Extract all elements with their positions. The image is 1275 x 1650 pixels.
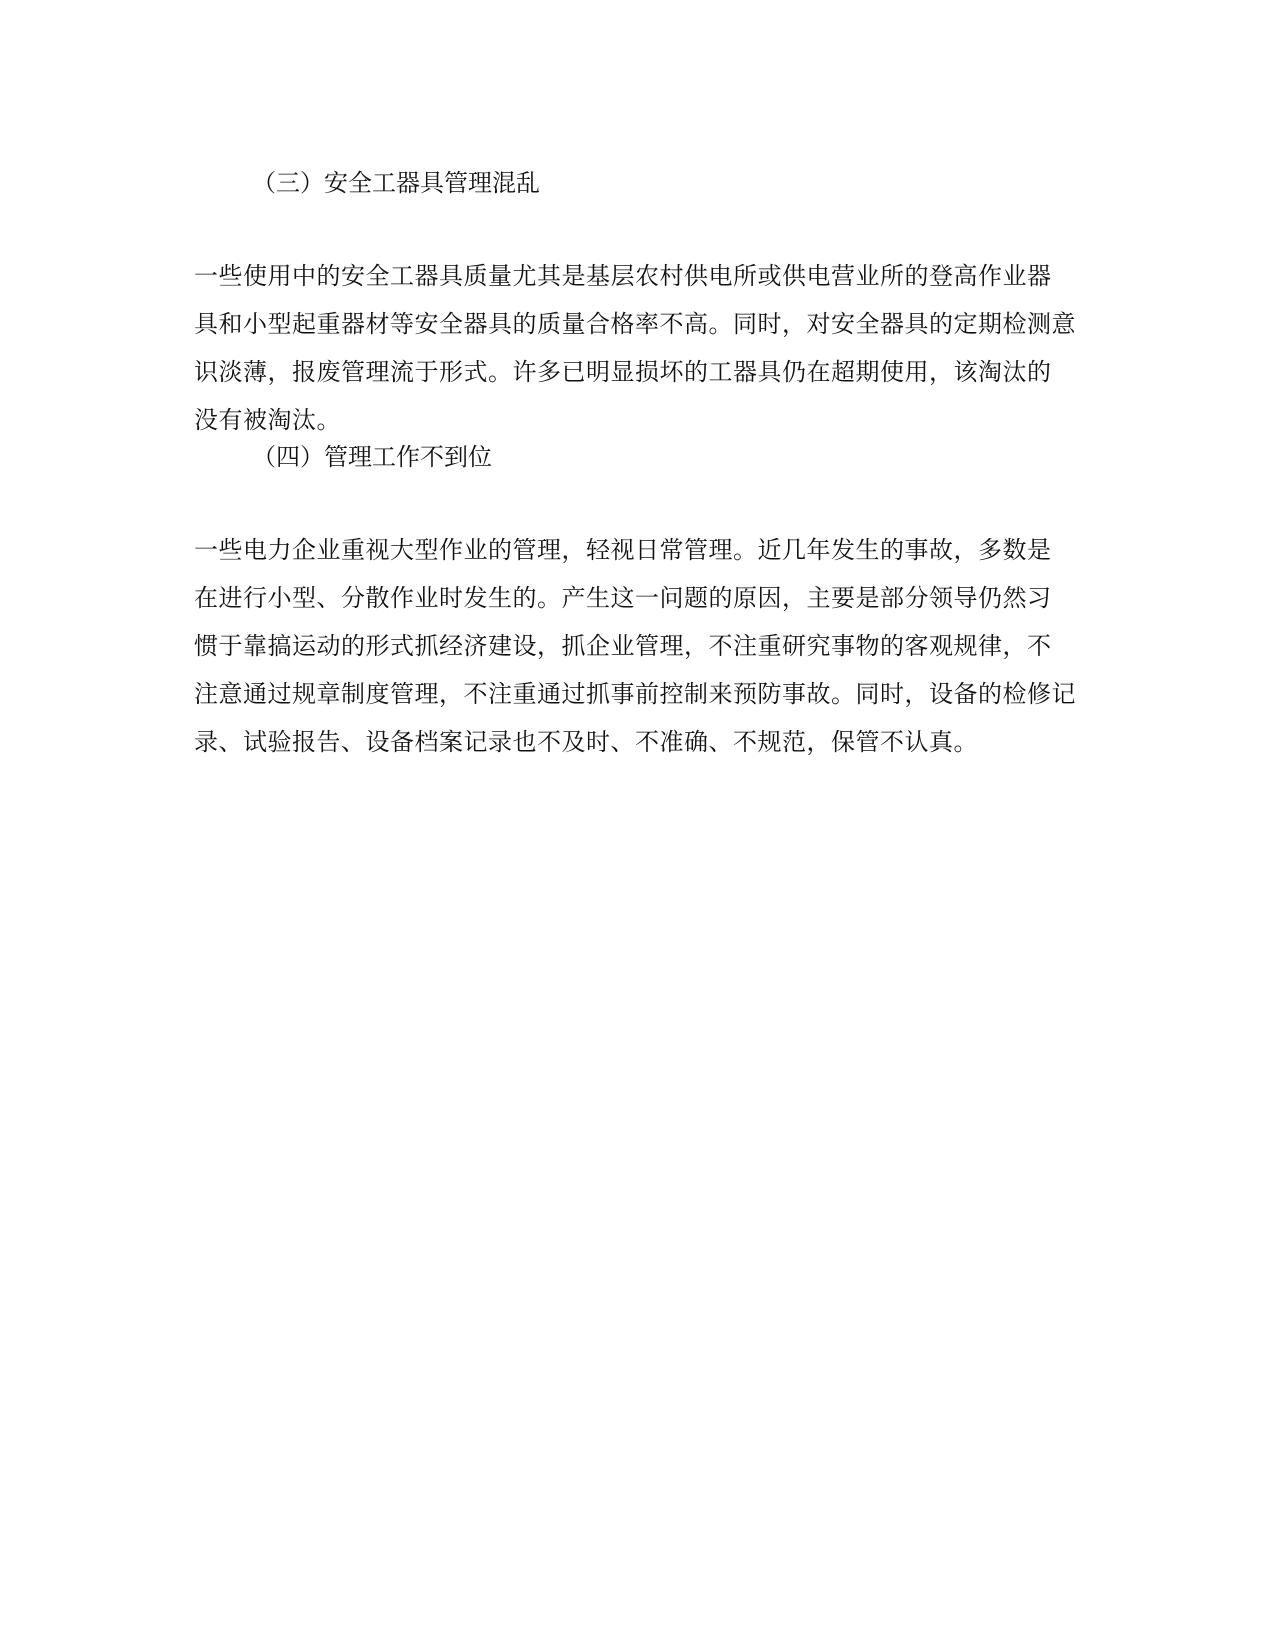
paragraph-line: 识淡薄，报废管理流于形式。许多已明显损坏的工器具仍在超期使用，该淘汰的: [194, 358, 1052, 386]
section-3-paragraph: [194, 252, 1084, 444]
paragraph-line: 没有被淘汰。: [194, 406, 341, 434]
paragraph-line: 具和小型起重器材等安全器具的质量合格率不高。同时，对安全器具的定期检测意: [194, 310, 1076, 338]
paragraph-line: 一些使用中的安全工器具质量尤其是基层农村供电所或供电营业所的登高作业器: [194, 262, 1052, 290]
section-3-heading: （三）安全工器具管理混乱: [252, 169, 540, 197]
paragraph-line: 录、试验报告、设备档案记录也不及时、不准确、不规范，保管不认真。: [194, 728, 978, 756]
section-4-paragraph: [194, 526, 1084, 766]
paragraph-line: 注意通过规章制度管理，不注重通过抓事前控制来预防事故。同时，设备的检修记: [194, 680, 1076, 708]
section-4-heading: （四）管理工作不到位: [252, 443, 492, 471]
paragraph-line: 惯于靠搞运动的形式抓经济建设，抓企业管理，不注重研究事物的客观规律，不: [194, 632, 1052, 660]
paragraph-line: 一些电力企业重视大型作业的管理，轻视日常管理。近几年发生的事故，多数是: [194, 536, 1052, 564]
paragraph-line: 在进行小型、分散作业时发生的。产生这一问题的原因，主要是部分领导仍然习: [194, 584, 1052, 612]
